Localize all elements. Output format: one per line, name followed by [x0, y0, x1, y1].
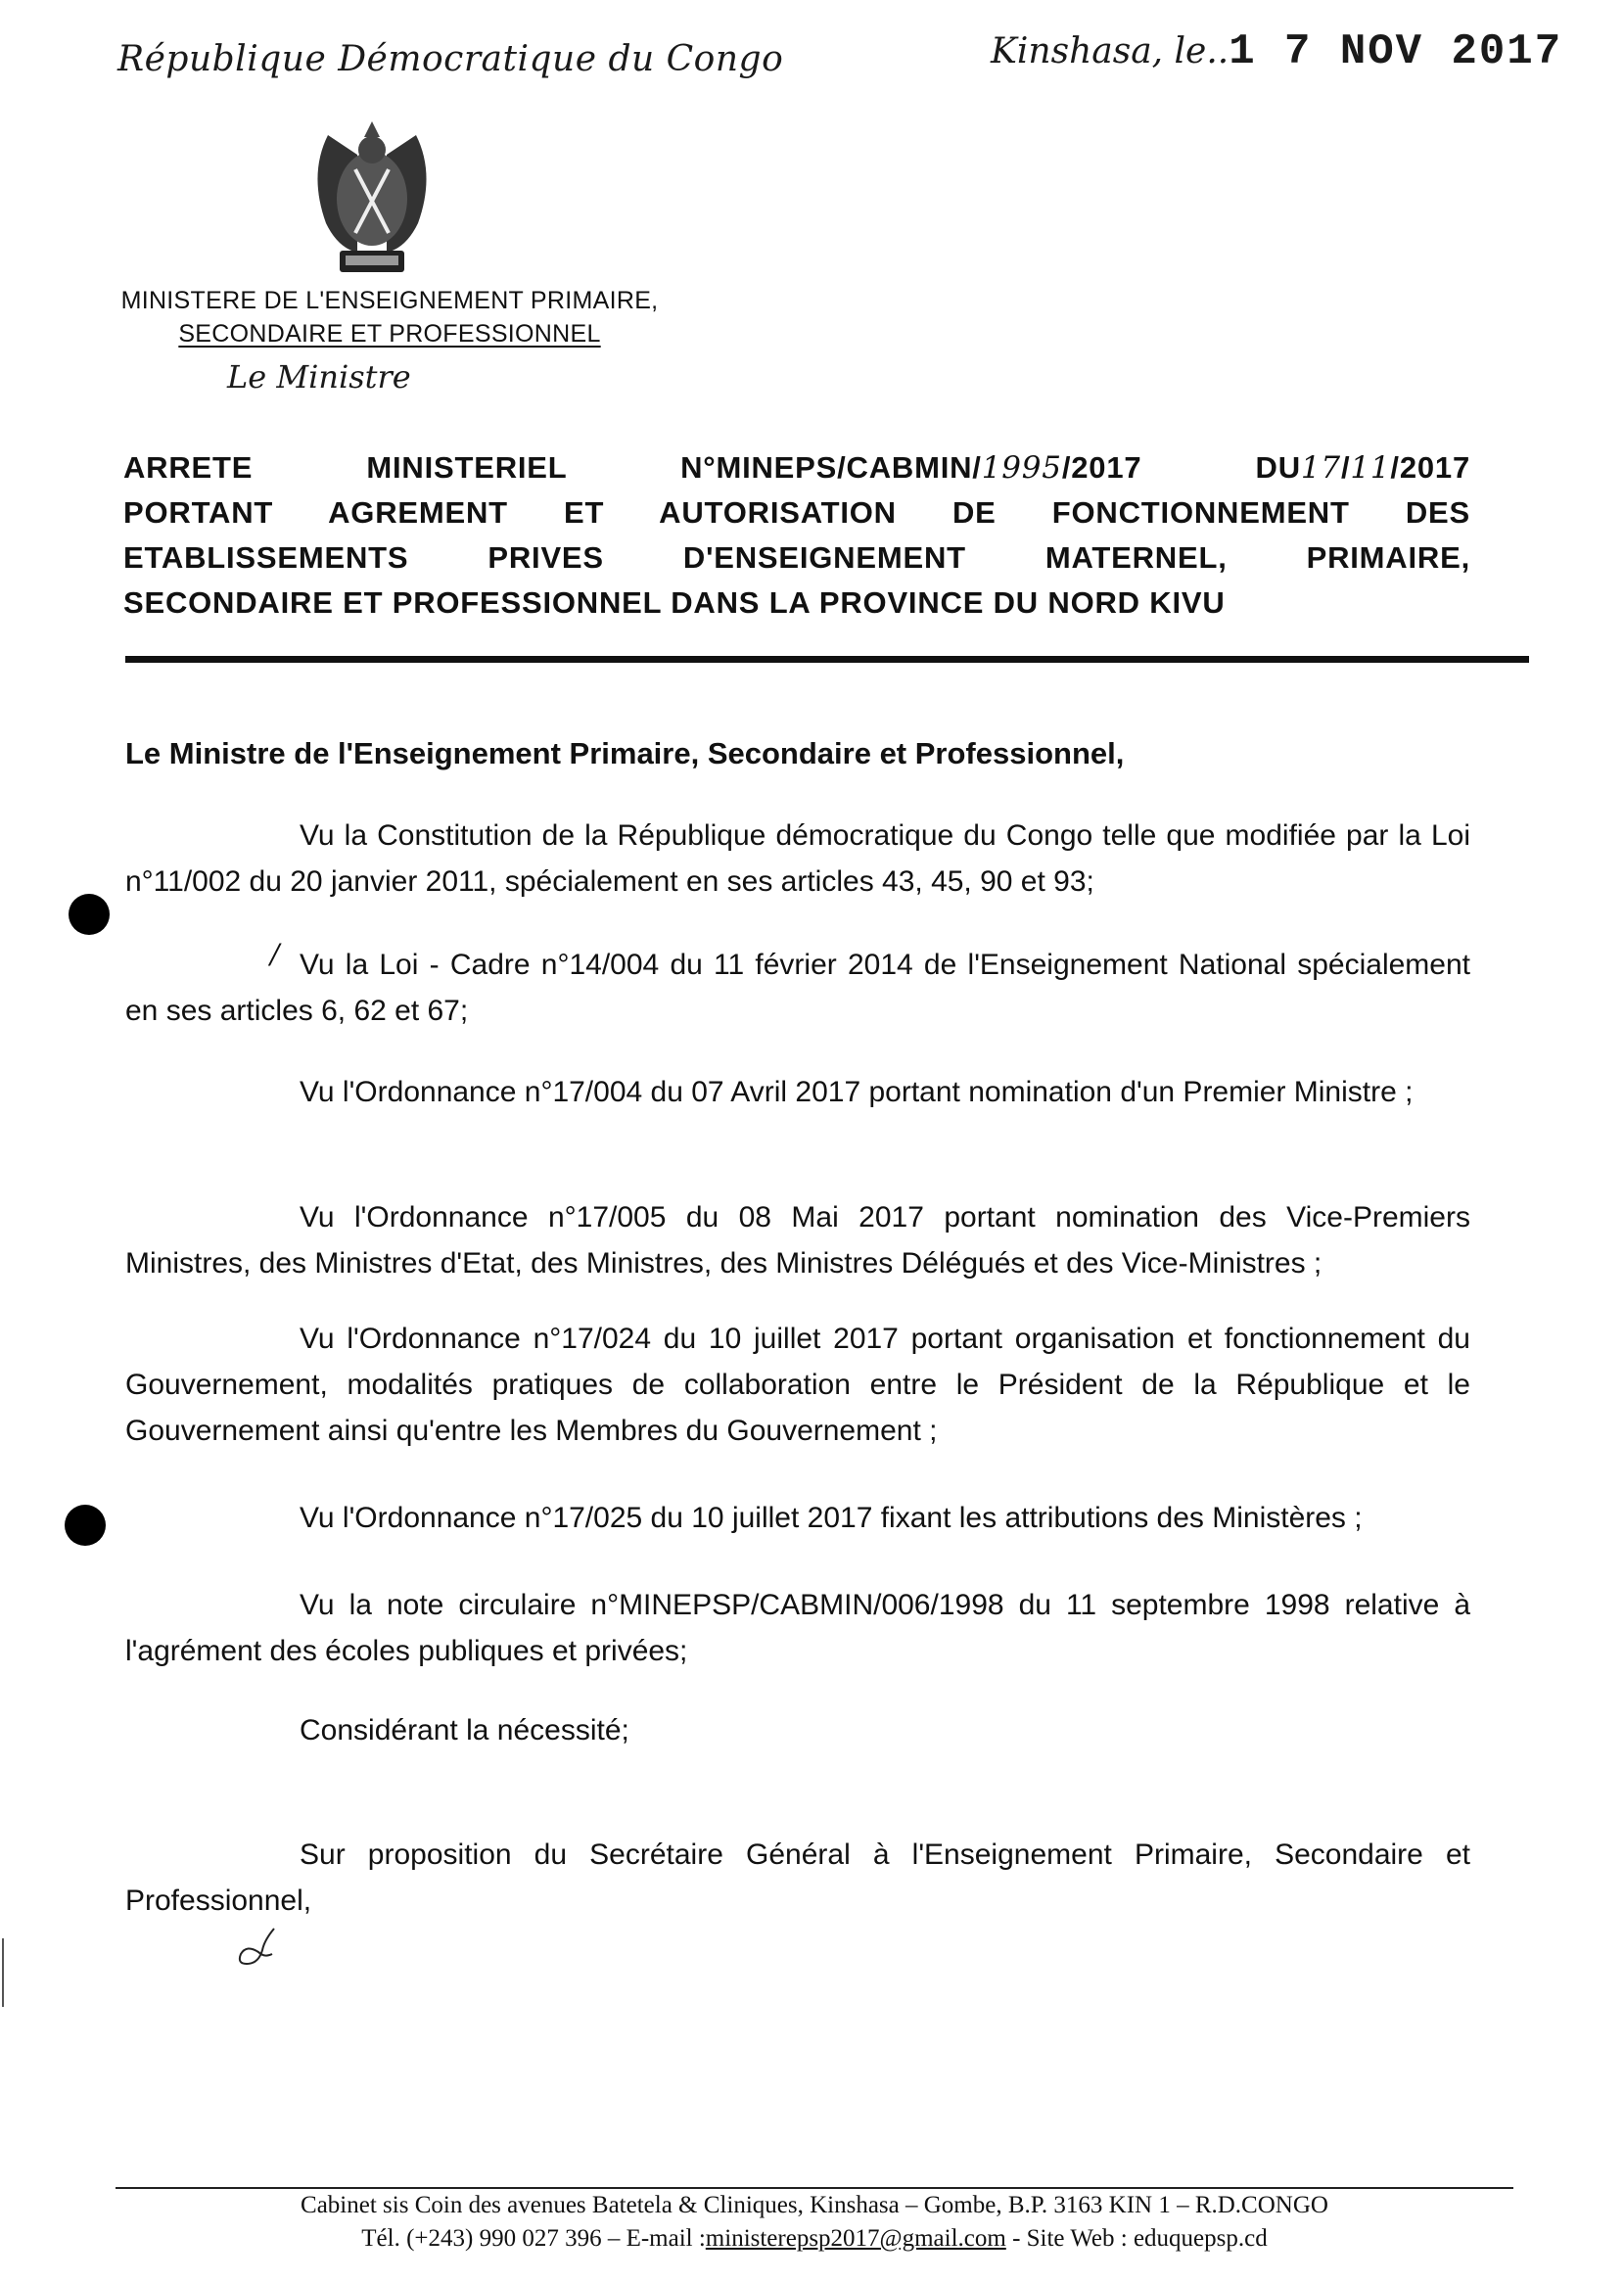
paragraph-3: Vu l'Ordonnance n°17/004 du 07 Avril 2017 portant nomination d'un Premier Ministre ;	[300, 1076, 1414, 1108]
decree-number: 1995	[981, 450, 1062, 486]
ministry-line-2: SECONDAIRE ET PROFESSIONNEL	[178, 320, 601, 348]
email-link[interactable]: ministerepsp2017@gmail.com	[705, 2225, 1006, 2252]
footer	[116, 2189, 1513, 2256]
title-line-4: SECONDAIRE ET PROFESSIONNEL DANS LA PROVINCE DU NORD KIVU	[123, 585, 1226, 620]
handwritten-tick: /	[270, 938, 280, 970]
initials-signature-icon	[235, 1925, 286, 1970]
title-divider	[125, 656, 1529, 663]
republic-heading: République Démocratique du Congo	[117, 39, 784, 79]
paragraph-5: Vu l'Ordonnance n°17/024 du 10 juillet 2017 portant organisation et fonctionnement du Gouvernement, modalités pratiques de collaboration entre le Président de la République et le Gouvernement ainsi qu'entre les Membres du Gouvernement ;	[125, 1323, 1470, 1447]
scan-edge-mark	[2, 1938, 4, 2007]
paragraph-1: Vu la Constitution de la République démocratique du Congo telle que modifiée par la Loi n°11/002 du 20 janvier 2011, spécialement en ses articles 43, 45, 90 et 93;	[125, 819, 1470, 898]
title-line-3: ETABLISSEMENTS PRIVES D'ENSEIGNEMENT MATERNEL, PRIMAIRE,	[123, 540, 1470, 575]
ministry-line-1: MINISTERE DE L'ENSEIGNEMENT PRIMAIRE,	[120, 287, 659, 314]
title-line-1: ARRETE MINISTERIEL N°MINEPS/CABMIN/1995/2017 DU17/11/2017	[123, 450, 1470, 486]
footer-address: Cabinet sis Coin des avenues Batetela & Cliniques, Kinshasa – Gombe, B.P. 3163 KIN 1 – R.D.CONGO	[301, 2192, 1328, 2218]
punch-hole-mark	[69, 894, 110, 935]
paragraph-4: Vu l'Ordonnance n°17/005 du 08 Mai 2017 portant nomination des Vice-Premiers Ministres, des Ministres d'Etat, des Ministres, des Ministres Délégués et des Vice-Ministres ;	[125, 1201, 1470, 1280]
paragraph-7: Vu la note circulaire n°MINEPSP/CABMIN/006/1998 du 11 septembre 1998 relative à l'agrément des écoles publiques et privées;	[125, 1589, 1470, 1667]
decree-title	[123, 445, 1470, 626]
paragraph-9: Sur proposition du Secrétaire Général à l'Enseignement Primaire, Secondaire et Professionnel,	[125, 1839, 1470, 1917]
paragraph-8: Considérant la nécessité;	[300, 1714, 629, 1746]
paragraph-2: Vu la Loi - Cadre n°14/004 du 11 février 2014 de l'Enseignement National spécialement en ses articles 6, 62 et 67;	[125, 949, 1470, 1027]
decree-month: 11	[1350, 450, 1391, 486]
punch-hole-mark	[65, 1505, 106, 1546]
date-stamp: 1 7 NOV 2017	[1229, 27, 1563, 76]
ministry-block	[116, 284, 664, 350]
coat-of-arms-icon	[299, 116, 445, 282]
place-date	[991, 27, 1562, 76]
intro-heading: Le Ministre de l'Enseignement Primaire, Secondaire et Professionnel,	[125, 736, 1125, 770]
paragraph-6: Vu l'Ordonnance n°17/025 du 10 juillet 2017 fixant les attributions des Ministères ;	[300, 1502, 1363, 1534]
place-date-prefix: Kinshasa, le..	[991, 31, 1230, 71]
footer-contact: Tél. (+243) 990 027 396 – E-mail :ministerepsp2017@gmail.com - Site Web : eduquepsp.cd	[361, 2225, 1268, 2252]
signatory-title: Le Ministre	[227, 358, 411, 396]
title-line-2: PORTANT AGREMENT ET AUTORISATION DE FONCTIONNEMENT DES	[123, 495, 1470, 530]
decree-day: 17	[1300, 450, 1341, 486]
